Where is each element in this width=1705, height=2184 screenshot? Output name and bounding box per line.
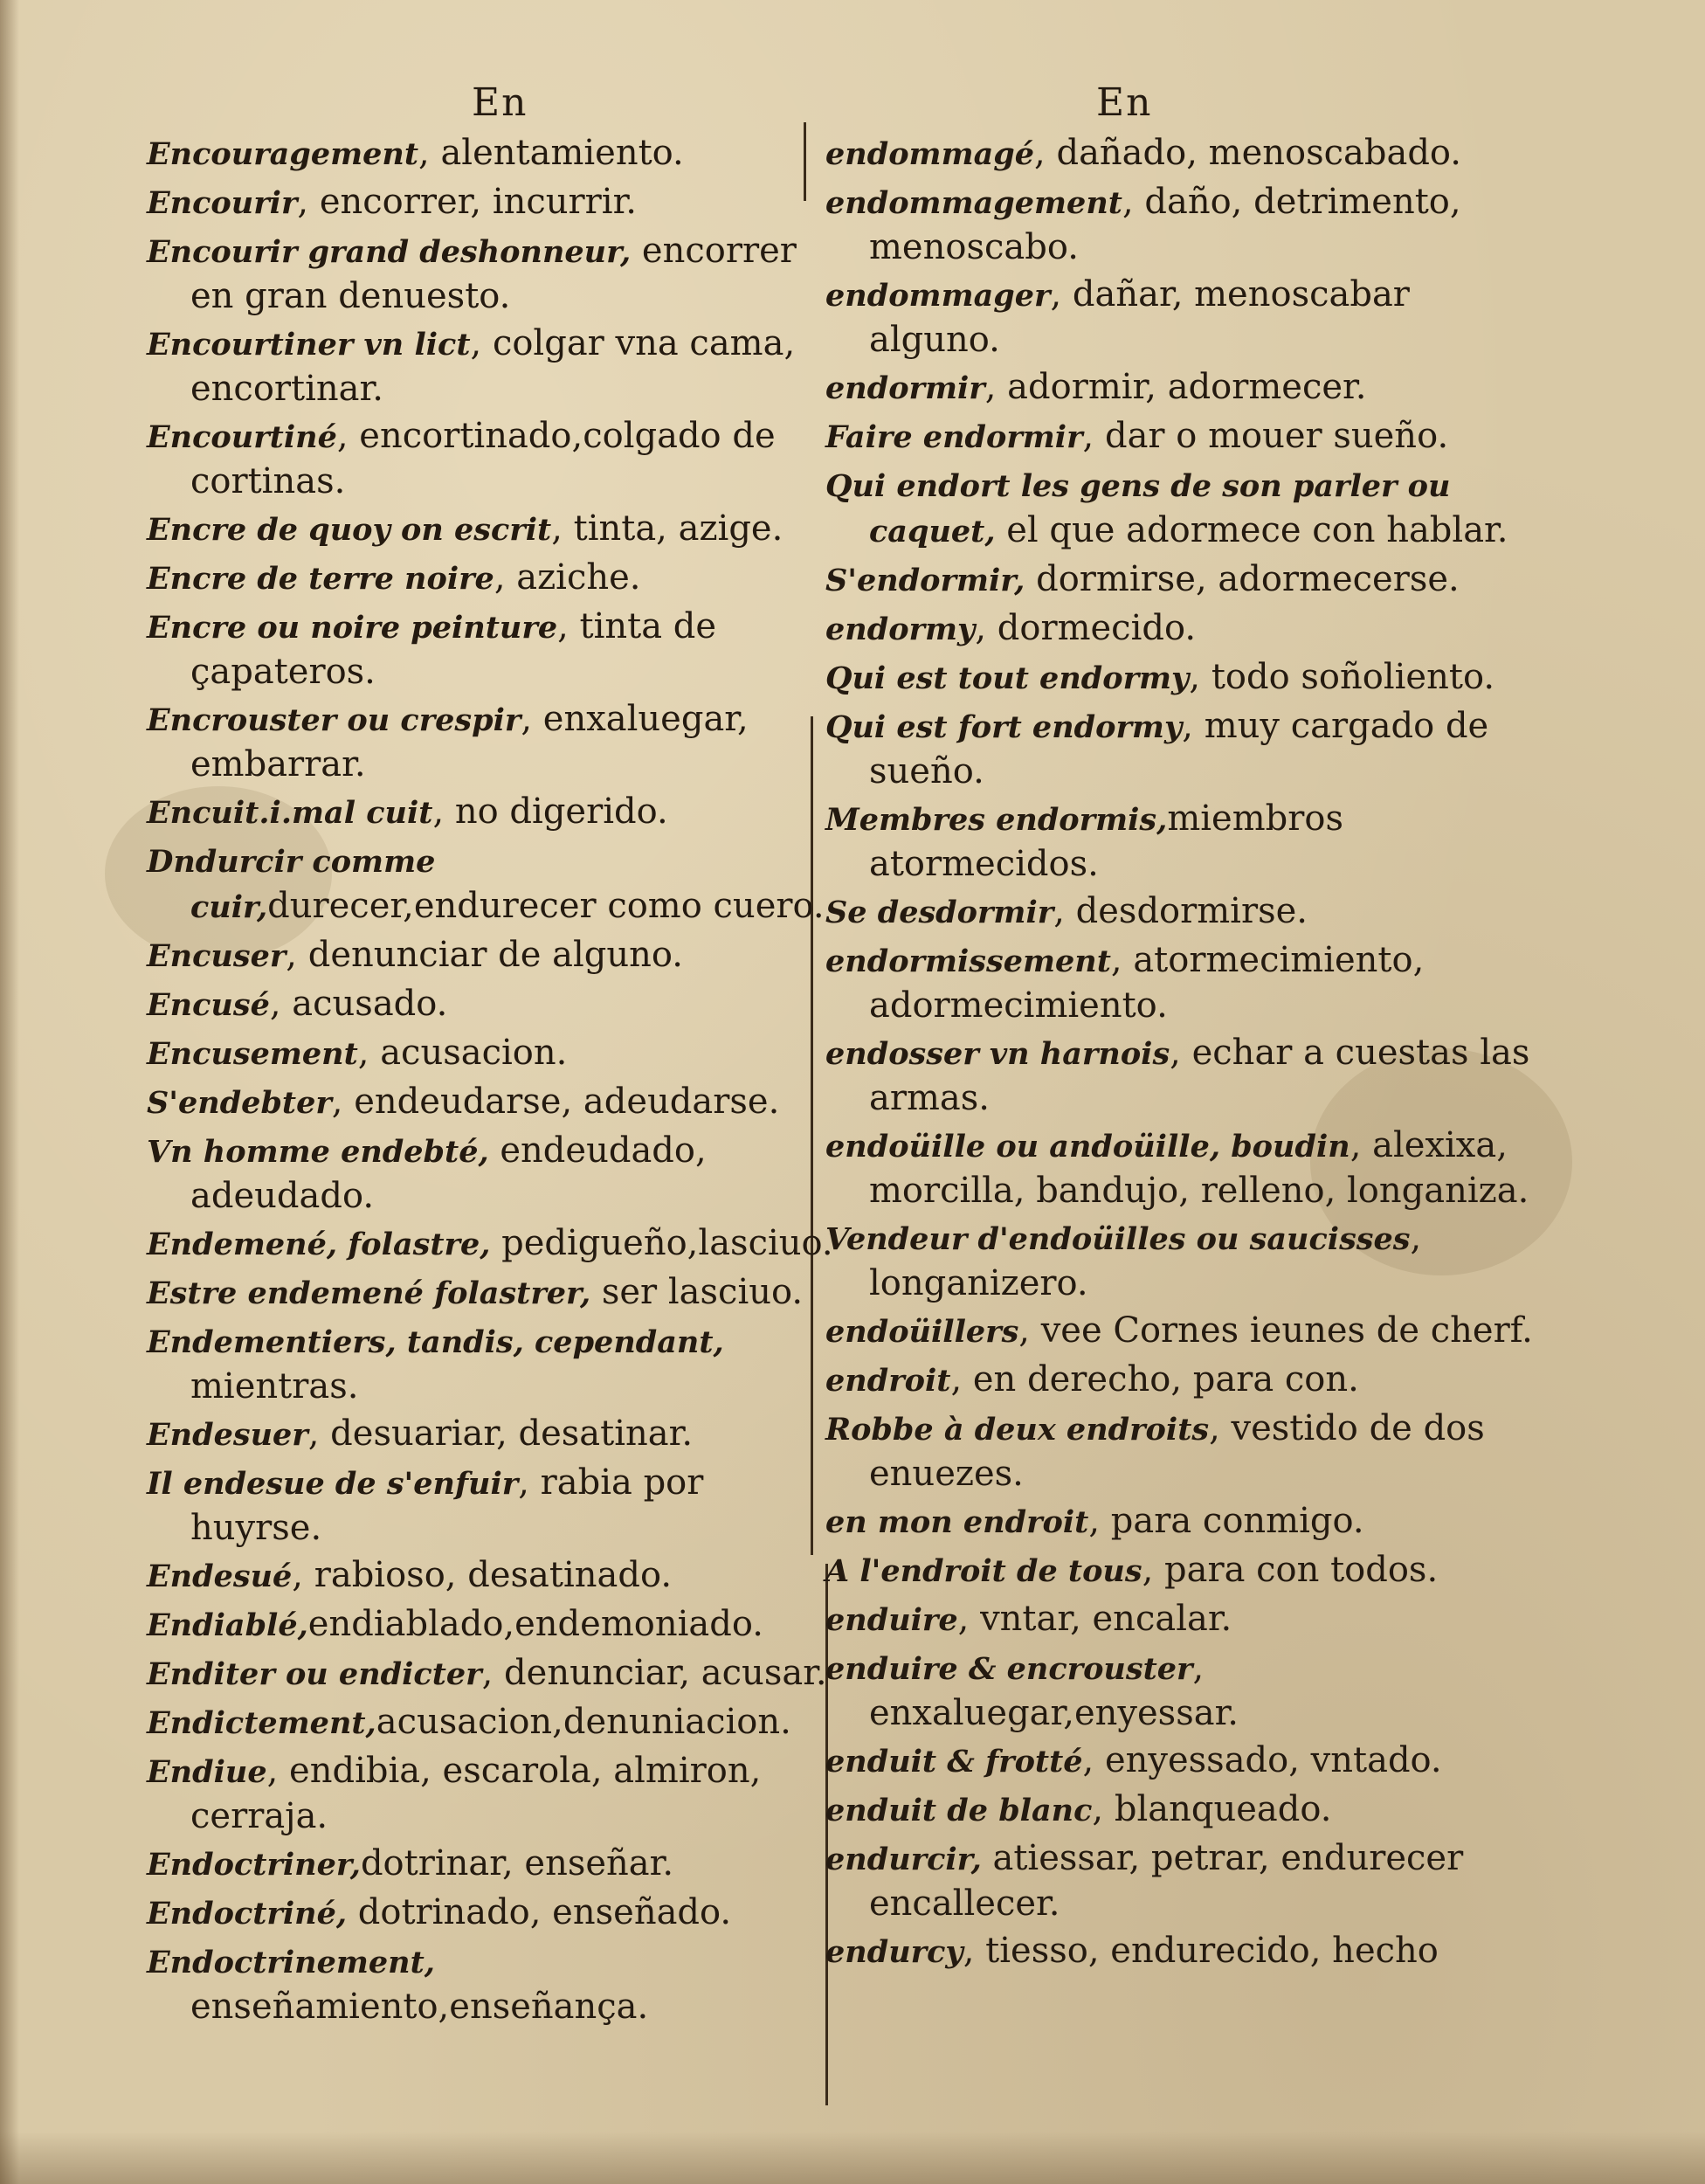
dictionary-entry bbox=[825, 1646, 1550, 1735]
left-column bbox=[147, 131, 837, 2032]
entry-headword: Endoctriné, bbox=[147, 1896, 348, 1932]
dictionary-entry bbox=[147, 1221, 837, 1267]
dictionary-entry bbox=[147, 556, 837, 601]
entry-headword: Encusé bbox=[147, 987, 270, 1023]
dictionary-entry bbox=[825, 414, 1550, 460]
dictionary-entry bbox=[147, 933, 837, 978]
entry-headword: endommagé bbox=[825, 136, 1035, 172]
dictionary-entry bbox=[825, 1309, 1550, 1354]
entry-translation: , para con todos. bbox=[1142, 1550, 1439, 1590]
entry-translation: dormirse, adormecerse. bbox=[1025, 559, 1460, 599]
entry-headword: Encre de terre noire bbox=[147, 561, 494, 597]
entry-translation: , enxaluegar, embarrar. bbox=[190, 699, 749, 784]
entry-headword: enduire bbox=[825, 1602, 958, 1638]
page-edge-shadow bbox=[0, 0, 19, 2184]
dictionary-entry bbox=[825, 1123, 1550, 1213]
entry-headword: endoüille ou andoüille, boudin bbox=[825, 1129, 1350, 1165]
dictionary-entry bbox=[147, 1553, 837, 1599]
dictionary-entry bbox=[147, 1842, 837, 1887]
entry-translation: , adormir, adormecer. bbox=[984, 367, 1367, 407]
entry-translation: , todo soñoliento. bbox=[1189, 657, 1495, 697]
entry-headword: Endoctrinement, bbox=[147, 1945, 435, 1980]
entry-translation: , atormecimiento, adormecimiento. bbox=[869, 940, 1425, 1026]
entry-headword: Endoctriner, bbox=[147, 1847, 361, 1883]
entry-headword: endroit bbox=[825, 1363, 951, 1399]
entry-headword: Faire endormir bbox=[825, 419, 1083, 455]
entry-headword: Encuit.i.mal cuit bbox=[147, 795, 433, 831]
entry-translation: , desuariar, desatinar. bbox=[307, 1413, 694, 1454]
entry-headword: Endiablé, bbox=[147, 1607, 308, 1643]
entry-headword: enduit de blanc bbox=[825, 1793, 1093, 1828]
dictionary-entry bbox=[147, 1651, 837, 1697]
entry-headword: Encourtiner vn lict bbox=[147, 327, 471, 363]
entry-headword: enduit & frotté bbox=[825, 1744, 1083, 1780]
dictionary-entry bbox=[825, 1358, 1550, 1403]
entry-headword: endommager bbox=[825, 278, 1051, 314]
dictionary-entry bbox=[825, 889, 1550, 935]
dictionary-entry bbox=[825, 1499, 1550, 1545]
entry-translation: acusacion,denuniacion. bbox=[376, 1702, 791, 1742]
entry-translation: , endeudarse, adeudarse. bbox=[331, 1082, 780, 1122]
entry-headword: Qui est fort endormy bbox=[825, 709, 1183, 745]
dictionary-entry bbox=[147, 1939, 837, 2028]
entry-headword: Dndurcir comme cuir, bbox=[147, 844, 436, 925]
entry-translation: ser lasciuo. bbox=[590, 1272, 804, 1312]
dictionary-entry bbox=[825, 655, 1550, 701]
entry-translation: , muy cargado de sueño. bbox=[869, 706, 1489, 791]
dictionary-entry bbox=[825, 180, 1550, 269]
dictionary-entry bbox=[825, 131, 1550, 176]
entry-translation: , acusado. bbox=[269, 984, 448, 1024]
entry-headword: Endictement, bbox=[147, 1705, 376, 1741]
entry-headword: S'endebter bbox=[147, 1085, 332, 1121]
dictionary-entry bbox=[825, 606, 1550, 652]
entry-translation: pedigueño,lasciuo. bbox=[490, 1223, 833, 1263]
entry-translation: , dañar, menoscabar alguno. bbox=[869, 274, 1410, 360]
entry-translation: , no digerido. bbox=[432, 791, 668, 832]
entry-translation: , desdormirse. bbox=[1053, 891, 1308, 931]
dictionary-entry bbox=[825, 1406, 1550, 1496]
entry-translation: , tiesso, endurecido, hecho bbox=[963, 1931, 1439, 1971]
entry-headword: endormissement bbox=[825, 943, 1111, 979]
dictionary-entry bbox=[825, 1216, 1550, 1305]
entry-headword: Encuser bbox=[147, 938, 286, 974]
entry-translation: enseñamiento,enseñança. bbox=[190, 1987, 649, 2027]
dictionary-entry bbox=[147, 414, 837, 503]
entry-translation: miembros atormecidos. bbox=[869, 798, 1343, 884]
entry-translation: , encorrer, incurrir. bbox=[297, 182, 638, 222]
entry-headword: Vendeur d'endoüilles ou saucisses bbox=[825, 1221, 1411, 1257]
entry-headword: Estre endemené folastrer, bbox=[147, 1275, 591, 1311]
entry-headword: Endementiers, tandis, cependant, bbox=[147, 1324, 724, 1360]
dictionary-entry bbox=[147, 1080, 837, 1125]
entry-translation: , denunciar, acusar. bbox=[481, 1653, 827, 1693]
entry-translation: , para conmigo. bbox=[1088, 1501, 1364, 1541]
entry-headword: Encusement bbox=[147, 1036, 358, 1072]
entry-headword: Qui endort les gens de son parler ou caquet, bbox=[825, 468, 1451, 549]
running-head-left: En bbox=[472, 80, 528, 125]
entry-translation: , vee Cornes ieunes de cherf. bbox=[1018, 1310, 1533, 1351]
entry-translation: durecer,endurecer como cuero. bbox=[267, 886, 825, 926]
right-column bbox=[825, 131, 1550, 1978]
entry-headword: Encourir grand deshonneur, bbox=[147, 234, 632, 270]
dictionary-entry bbox=[147, 229, 837, 318]
entry-translation: , en derecho, para con. bbox=[950, 1359, 1359, 1400]
entry-headword: Encourtiné bbox=[147, 419, 337, 455]
entry-headword: en mon endroit bbox=[825, 1504, 1089, 1540]
dictionary-entry bbox=[825, 1597, 1550, 1642]
dictionary-entry bbox=[825, 1836, 1550, 1925]
dictionary-entry bbox=[147, 1270, 837, 1316]
entry-headword: Membres endormis, bbox=[825, 802, 1168, 838]
entry-translation: , rabia por huyrse. bbox=[190, 1462, 704, 1548]
entry-translation: , alentamiento. bbox=[418, 133, 684, 173]
dictionary-entry bbox=[147, 1031, 837, 1076]
entry-translation: , colgar vna cama, encortinar. bbox=[190, 323, 796, 409]
dictionary-entry bbox=[825, 704, 1550, 793]
dictionary-entry bbox=[825, 1548, 1550, 1593]
dictionary-entry bbox=[825, 557, 1550, 603]
entry-translation: endiablado,endemoniado. bbox=[307, 1604, 763, 1644]
entry-translation: , encortinado,colgado de cortinas. bbox=[190, 416, 776, 501]
dictionary-entry bbox=[147, 790, 837, 835]
entry-translation: , tinta de çapateros. bbox=[190, 606, 717, 692]
entry-headword: endurcir, bbox=[825, 1842, 982, 1877]
entry-translation: dotrinado, enseñado. bbox=[347, 1892, 732, 1932]
entry-translation: , daño, detrimento, menoscabo. bbox=[869, 182, 1461, 267]
dictionary-entry bbox=[147, 180, 837, 225]
entry-headword: Encrouster ou crespir bbox=[147, 702, 521, 738]
entry-translation: , aziche. bbox=[494, 557, 641, 598]
dictionary-entry bbox=[147, 1749, 837, 1838]
dictionary-entry bbox=[147, 697, 837, 786]
entry-headword: Encourir bbox=[147, 185, 298, 221]
entry-translation: encorrer en gran denuesto. bbox=[190, 231, 797, 316]
entry-headword: Robbe à deux endroits bbox=[825, 1412, 1210, 1448]
dictionary-entry bbox=[147, 507, 837, 552]
entry-headword: endurcy bbox=[825, 1934, 963, 1970]
dictionary-entry bbox=[825, 1929, 1550, 1974]
entry-headword: endosser vn harnois bbox=[825, 1036, 1170, 1072]
dictionary-entry bbox=[825, 1787, 1550, 1833]
entry-headword: Se desdormir bbox=[825, 895, 1054, 930]
dictionary-entry bbox=[147, 1461, 837, 1550]
dictionary-entry bbox=[147, 1412, 837, 1457]
entry-headword: Il endesue de s'enfuir bbox=[147, 1466, 519, 1502]
entry-translation: , dar o mouer sueño. bbox=[1082, 416, 1449, 456]
entry-translation: el que adormece con hablar. bbox=[995, 510, 1508, 550]
dictionary-entry bbox=[825, 938, 1550, 1027]
dictionary-entry bbox=[147, 839, 837, 930]
entry-headword: S'endormir, bbox=[825, 563, 1025, 598]
entry-headword: Encouragement bbox=[147, 136, 419, 172]
entry-headword: Endiue bbox=[147, 1754, 267, 1790]
entry-translation: , echar a cuestas las armas. bbox=[869, 1033, 1530, 1118]
dictionary-entry bbox=[825, 365, 1550, 411]
entry-translation: atiessar, petrar, endurecer encallecer. bbox=[869, 1838, 1464, 1924]
entry-headword: Vn homme endebté, bbox=[147, 1134, 489, 1170]
entry-headword: Endesué bbox=[147, 1559, 293, 1594]
entry-translation: , alexixa, morcilla, bandujo, relleno, longaniza. bbox=[869, 1125, 1529, 1211]
dictionary-entry bbox=[147, 1602, 837, 1648]
dictionary-entry bbox=[825, 1031, 1550, 1120]
entry-headword: endommagement bbox=[825, 185, 1122, 221]
entry-translation: , enxaluegar,enyessar. bbox=[869, 1648, 1239, 1733]
dictionary-entry bbox=[825, 273, 1550, 362]
entry-translation: , vestido de dos enuezes. bbox=[869, 1408, 1485, 1494]
dictionary-entry bbox=[825, 463, 1550, 554]
entry-translation: , denunciar de alguno. bbox=[286, 935, 684, 975]
entry-translation: , blanqueado. bbox=[1092, 1789, 1332, 1829]
entry-translation: , longanizero. bbox=[869, 1218, 1422, 1303]
entry-translation: , endibia, escarola, almiron, cerraja. bbox=[190, 1751, 762, 1836]
dictionary-entry bbox=[825, 797, 1550, 886]
entry-headword: Qui est tout endormy bbox=[825, 660, 1190, 696]
dictionary-entry bbox=[147, 605, 837, 694]
entry-headword: endoüillers bbox=[825, 1314, 1019, 1350]
entry-headword: Endemené, folastre, bbox=[147, 1227, 491, 1262]
entry-translation: , acusacion. bbox=[357, 1033, 568, 1073]
entry-translation: dotrinar, enseñar. bbox=[360, 1843, 674, 1883]
entry-translation: , enyessado, vntado. bbox=[1082, 1740, 1442, 1780]
entry-headword: endormy bbox=[825, 612, 976, 647]
dictionary-entry bbox=[825, 1738, 1550, 1784]
entry-headword: Encre ou noire peinture bbox=[147, 610, 558, 646]
entry-translation: , dormecido. bbox=[975, 608, 1197, 648]
entry-headword: enduire & encrouster bbox=[825, 1651, 1193, 1687]
entry-translation: , vntar, encalar. bbox=[957, 1599, 1232, 1639]
entry-translation: mientras. bbox=[190, 1366, 359, 1406]
dictionary-entry bbox=[147, 321, 837, 411]
dictionary-entry bbox=[147, 131, 837, 176]
entry-headword: Enditer ou endicter bbox=[147, 1656, 482, 1692]
dictionary-entry bbox=[147, 1890, 837, 1936]
entry-translation: , tinta, azige. bbox=[551, 508, 783, 549]
page-bottom-shadow bbox=[0, 2132, 1705, 2184]
dictionary-entry bbox=[147, 1319, 837, 1408]
running-head-right: En bbox=[1096, 80, 1153, 125]
dictionary-entry bbox=[147, 982, 837, 1027]
entry-headword: endormir bbox=[825, 370, 985, 406]
entry-headword: Endesuer bbox=[147, 1417, 308, 1453]
entry-headword: Encre de quoy on escrit bbox=[147, 512, 552, 548]
dictionary-entry bbox=[147, 1129, 837, 1218]
entry-translation: , dañado, menoscabado. bbox=[1034, 133, 1462, 173]
dictionary-entry bbox=[147, 1700, 837, 1745]
entry-translation: , rabioso, desatinado. bbox=[292, 1555, 673, 1595]
entry-translation: endeudado, adeudado. bbox=[190, 1130, 707, 1216]
entry-headword: A l'endroit de tous bbox=[825, 1553, 1142, 1589]
